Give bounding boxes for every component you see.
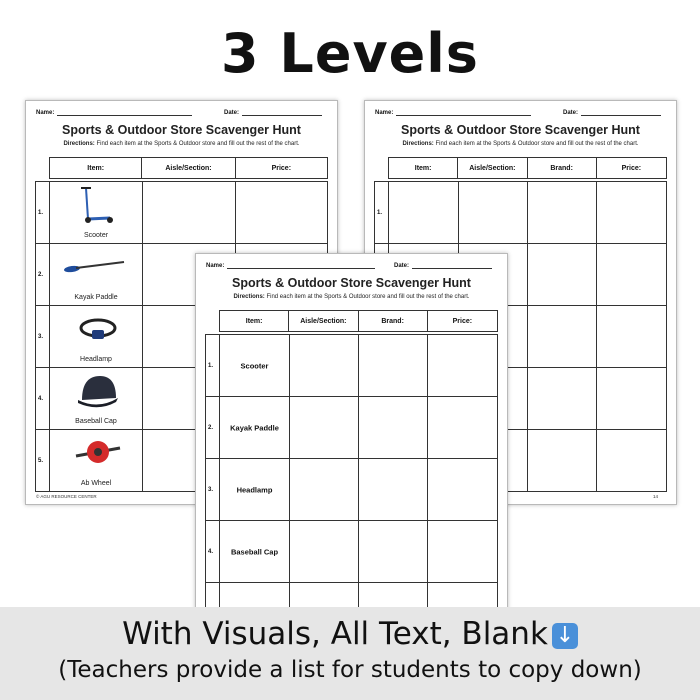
table-row: 1. Scooter [206,335,497,397]
directions: Directions: Find each item at the Sports & Outdoor store and fill out the rest of the chart. [402,141,639,147]
col-brand: Brand: [528,158,597,178]
item-name: Headlamp [236,485,273,494]
table-row: 2. Kayak Paddle [36,244,327,306]
item-name: Scooter [240,361,269,370]
table-header [388,157,667,179]
col-aisle: Aisle/Section: [289,311,358,331]
page-number: 14 [652,494,658,499]
col-price: Price: [452,317,473,325]
table-header [49,157,328,179]
col-item: Item: [220,311,289,331]
col-price: Price: [271,164,292,172]
worksheet-title: Sports & Outdoor Store Scavenger Hunt [62,123,301,137]
banner-line-1: With Visuals, All Text, Blank ↓ [0,616,700,652]
col-brand: Brand: [359,311,428,331]
ab-wheel-icon [74,436,122,470]
name-label: Name: [375,110,394,116]
col-aisle: Aisle/Section: [142,158,235,178]
main-heading: 3 Levels [221,22,479,85]
worksheet-title: Sports & Outdoor Store Scavenger Hunt [232,276,471,290]
date-label: Date: [224,110,240,116]
scooter-icon [76,185,116,225]
table-row: 1. Scooter [36,182,327,244]
item-name: Baseball Cap [230,547,279,556]
down-arrow-icon: ↓ [552,623,578,649]
name-label: Name: [206,263,225,269]
headlamp-icon [78,314,118,342]
worksheet-title: Sports & Outdoor Store Scavenger Hunt [401,123,640,137]
date-label: Date: [394,263,410,269]
col-item: Item: [389,158,458,178]
table-row: 2. Kayak Paddle [206,397,497,459]
table-row: 3. Headlamp [36,306,327,368]
col-item: Item: [50,158,142,178]
footer-copyright: © AGU RESOURCE CENTER [36,494,97,499]
table-row: 1. [375,182,666,244]
worksheet-text [195,253,508,635]
table-row: 4. Baseball Cap [206,521,497,583]
date-label: Date: [563,110,579,116]
baseball-cap-icon [74,370,122,412]
item-name: Kayak Paddle [230,423,279,432]
banner-line-2: (Teachers provide a list for students to copy down) [58,657,642,683]
directions: Directions: Find each item at the Sports & Outdoor store and fill out the rest of the chart. [63,141,300,147]
table-row: 4. Baseball Cap [36,368,327,430]
table-grid [205,334,498,635]
table-row: 5. Ab Wheel [36,430,327,491]
table-row: 3. Headlamp [206,459,497,521]
name-label: Name: [36,110,55,116]
table-header [219,310,498,332]
directions: Directions: Find each item at the Sports & Outdoor store and fill out the rest of the chart. [233,294,470,300]
col-price: Price: [621,164,642,172]
kayak-paddle-icon [64,256,128,276]
col-aisle: Aisle/Section: [458,158,527,178]
